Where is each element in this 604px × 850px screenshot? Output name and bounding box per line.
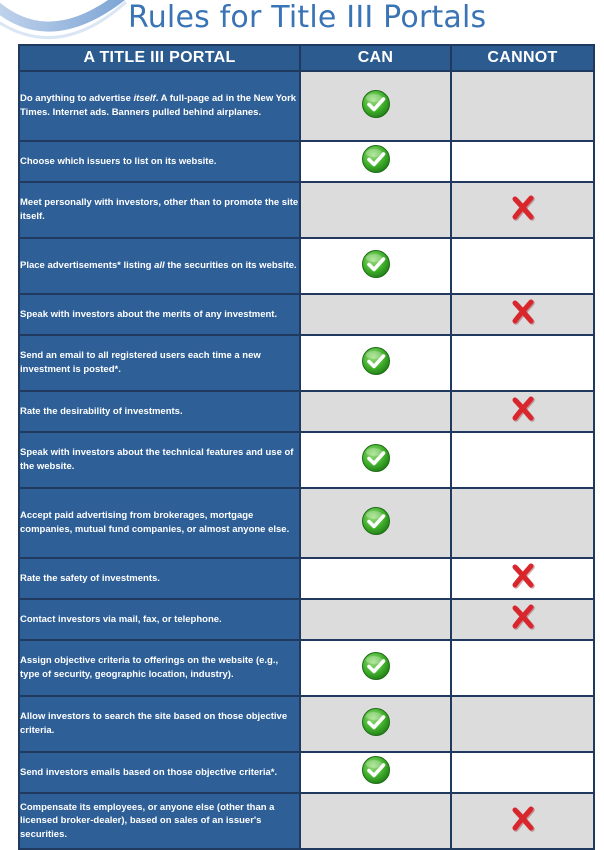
cannot-cell [451, 599, 594, 640]
rule-text: Meet personally with investors, other than to promote the site itself. [19, 182, 300, 238]
cannot-cell [451, 71, 594, 141]
table-row [19, 752, 594, 793]
rule-text: Choose which issuers to list on its website. [19, 141, 300, 182]
cannot-cell [451, 238, 594, 294]
can-cell [300, 335, 451, 391]
table-row [19, 488, 594, 558]
cannot-cell [451, 696, 594, 752]
page-title: Rules for Title III Portals [128, 0, 487, 35]
can-cell [300, 793, 451, 849]
table-row [19, 696, 594, 752]
table-row [19, 391, 594, 432]
can-cell [300, 391, 451, 432]
rule-text: Allow investors to search the site based on those objective criteria. [19, 696, 300, 752]
rule-text: Speak with investors about the merits of any investment. [19, 294, 300, 335]
rule-text: Speak with investors about the technical features and use of the website. [19, 432, 300, 488]
rule-text: Contact investors via mail, fax, or telephone. [19, 599, 300, 640]
table-header-row [19, 45, 594, 71]
can-cell [300, 488, 451, 558]
table-row [19, 335, 594, 391]
cannot-cell [451, 793, 594, 849]
rule-text: Accept paid advertising from brokerages, mortgage companies, mutual fund companies, or almost anyone else. [19, 488, 300, 558]
red-x-icon [510, 299, 536, 330]
table-row [19, 793, 594, 849]
table-row [19, 71, 594, 141]
can-cell [300, 71, 451, 141]
red-x-icon [510, 563, 536, 594]
cannot-cell [451, 182, 594, 238]
table-row [19, 182, 594, 238]
green-check-icon [361, 144, 391, 179]
cannot-cell [451, 294, 594, 335]
red-x-icon [510, 806, 536, 837]
can-cell [300, 640, 451, 696]
can-cell [300, 752, 451, 793]
green-check-icon [361, 707, 391, 742]
decorative-arc [0, 0, 130, 48]
rule-text: Assign objective criteria to offerings on the website (e.g., type of security, geographic location, industry). [19, 640, 300, 696]
green-check-icon [361, 506, 391, 541]
green-check-icon [361, 651, 391, 686]
table-row [19, 294, 594, 335]
green-check-icon [361, 443, 391, 478]
table-row [19, 599, 594, 640]
cannot-cell [451, 432, 594, 488]
table-row [19, 558, 594, 599]
table-row [19, 640, 594, 696]
rule-text: Rate the desirability of investments. [19, 391, 300, 432]
can-cell [300, 294, 451, 335]
table-row [19, 141, 594, 182]
rule-text: Send investors emails based on those objective criteria*. [19, 752, 300, 793]
header-title-iii-portal: A TITLE III PORTAL [19, 45, 300, 71]
red-x-icon [510, 604, 536, 635]
cannot-cell [451, 752, 594, 793]
can-cell [300, 238, 451, 294]
rules-table [18, 44, 595, 850]
cannot-cell [451, 558, 594, 599]
can-cell [300, 432, 451, 488]
rule-text: Compensate its employees, or anyone else (other than a licensed broker-dealer), based on sales of an issuer's securities. [19, 793, 300, 849]
table-row [19, 432, 594, 488]
cannot-cell [451, 391, 594, 432]
header-cannot: CANNOT [451, 45, 594, 71]
cannot-cell [451, 488, 594, 558]
cannot-cell [451, 141, 594, 182]
rule-text: Place advertisements* listing all the securities on its website. [19, 238, 300, 294]
table-row [19, 238, 594, 294]
red-x-icon [510, 396, 536, 427]
cannot-cell [451, 335, 594, 391]
header-can: CAN [300, 45, 451, 71]
green-check-icon [361, 249, 391, 284]
green-check-icon [361, 346, 391, 381]
rule-text: Do anything to advertise itself. A full-page ad in the New York Times. Internet ads. Banners pulled behind airplanes. [19, 71, 300, 141]
green-check-icon [361, 755, 391, 790]
can-cell [300, 182, 451, 238]
red-x-icon [510, 195, 536, 226]
green-check-icon [361, 89, 391, 124]
cannot-cell [451, 640, 594, 696]
can-cell [300, 599, 451, 640]
rule-text: Rate the safety of investments. [19, 558, 300, 599]
rule-text: Send an email to all registered users each time a new investment is posted*. [19, 335, 300, 391]
can-cell [300, 558, 451, 599]
can-cell [300, 141, 451, 182]
can-cell [300, 696, 451, 752]
